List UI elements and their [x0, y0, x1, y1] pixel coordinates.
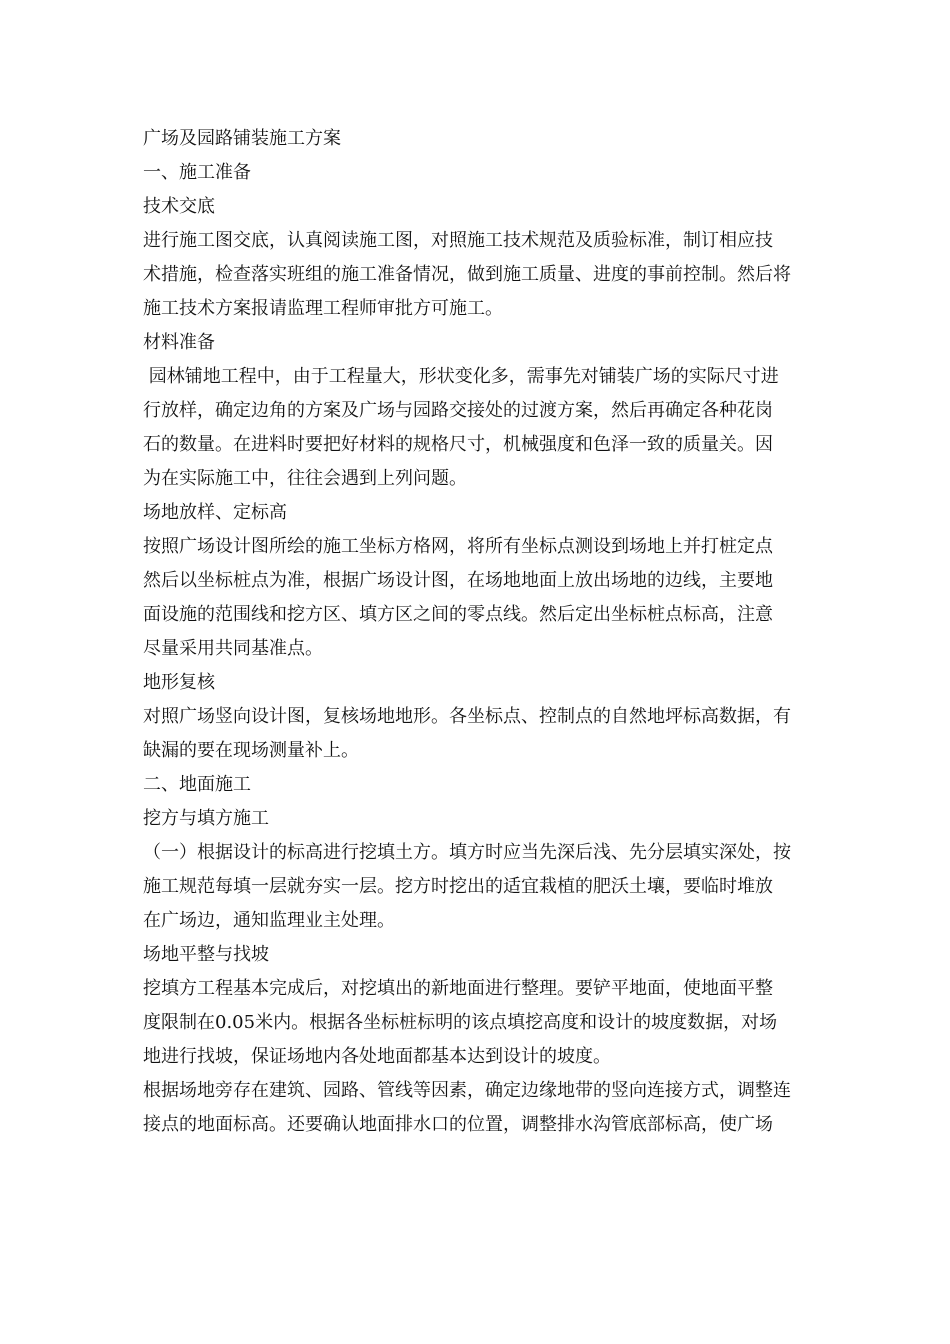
paragraph-line: 接点的地面标高。还要确认地面排水口的位置，调整排水沟管底部标高，使广场	[143, 1114, 773, 1135]
paragraph-line: 在广场边，通知监理业主处理。	[143, 910, 395, 931]
section-heading: 一、施工准备	[143, 162, 251, 183]
paragraph-line: 尽量采用共同基准点。	[143, 638, 323, 659]
subsection-heading: 技术交底	[143, 196, 215, 217]
document-title: 广场及园路铺装施工方案	[143, 128, 341, 149]
subsection-heading: 材料准备	[143, 332, 215, 353]
paragraph-line: 按照广场设计图所绘的施工坐标方格网，将所有坐标点测设到场地上并打桩定点	[143, 536, 773, 557]
paragraph-line: （一）根据设计的标高进行挖填土方。填方时应当先深后浅、先分层填实深处，按	[143, 842, 791, 863]
subsection-heading: 地形复核	[143, 672, 215, 693]
paragraph-line: 石的数量。在进料时要把好材料的规格尺寸，机械强度和色泽一致的质量关。因	[143, 434, 773, 455]
paragraph-line: 度限制在0.05米内。根据各坐标桩标明的该点填挖高度和设计的坡度数据，对场	[143, 1012, 778, 1033]
paragraph	[143, 700, 807, 768]
paragraph-line: 术措施，检查落实班组的施工准备情况，做到施工质量、进度的事前控制。然后将	[143, 264, 791, 285]
paragraph	[143, 224, 807, 326]
subsection-heading: 挖方与填方施工	[143, 808, 269, 829]
document-body	[143, 122, 807, 1142]
paragraph-line: 挖填方工程基本完成后，对挖填出的新地面进行整理。要铲平地面，使地面平整	[143, 978, 773, 999]
paragraph-line: 进行施工图交底，认真阅读施工图，对照施工技术规范及质验标准，制订相应技	[143, 230, 773, 251]
subsection-heading: 场地放样、定标高	[143, 502, 287, 523]
paragraph	[143, 530, 807, 666]
paragraph-line: 园林铺地工程中，由于工程量大，形状变化多，需事先对铺装广场的实际尺寸进	[143, 366, 779, 387]
paragraph-line: 施工技术方案报请监理工程师审批方可施工。	[143, 298, 503, 319]
paragraph	[143, 360, 807, 496]
paragraph-line: 缺漏的要在现场测量补上。	[143, 740, 359, 761]
paragraph-line: 对照广场竖向设计图，复核场地地形。各坐标点、控制点的自然地坪标高数据，有	[143, 706, 791, 727]
paragraph-line: 面设施的范围线和挖方区、填方区之间的零点线。然后定出坐标桩点标高，注意	[143, 604, 773, 625]
paragraph-line: 然后以坐标桩点为准，根据广场设计图，在场地地面上放出场地的边线，主要地	[143, 570, 773, 591]
paragraph-line: 施工规范每填一层就夯实一层。挖方时挖出的适宜栽植的肥沃土壤，要临时堆放	[143, 876, 773, 897]
paragraph-line: 为在实际施工中，往往会遇到上列问题。	[143, 468, 467, 489]
paragraph-line: 行放样，确定边角的方案及广场与园路交接处的过渡方案，然后再确定各种花岗	[143, 400, 773, 421]
paragraph-line: 地进行找坡，保证场地内各处地面都基本达到设计的坡度。	[143, 1046, 611, 1067]
paragraph	[143, 1074, 807, 1142]
subsection-heading: 场地平整与找坡	[143, 944, 269, 965]
section-heading: 二、地面施工	[143, 774, 251, 795]
paragraph-line: 根据场地旁存在建筑、园路、管线等因素，确定边缘地带的竖向连接方式，调整连	[143, 1080, 791, 1101]
paragraph	[143, 972, 807, 1074]
paragraph	[143, 836, 807, 938]
